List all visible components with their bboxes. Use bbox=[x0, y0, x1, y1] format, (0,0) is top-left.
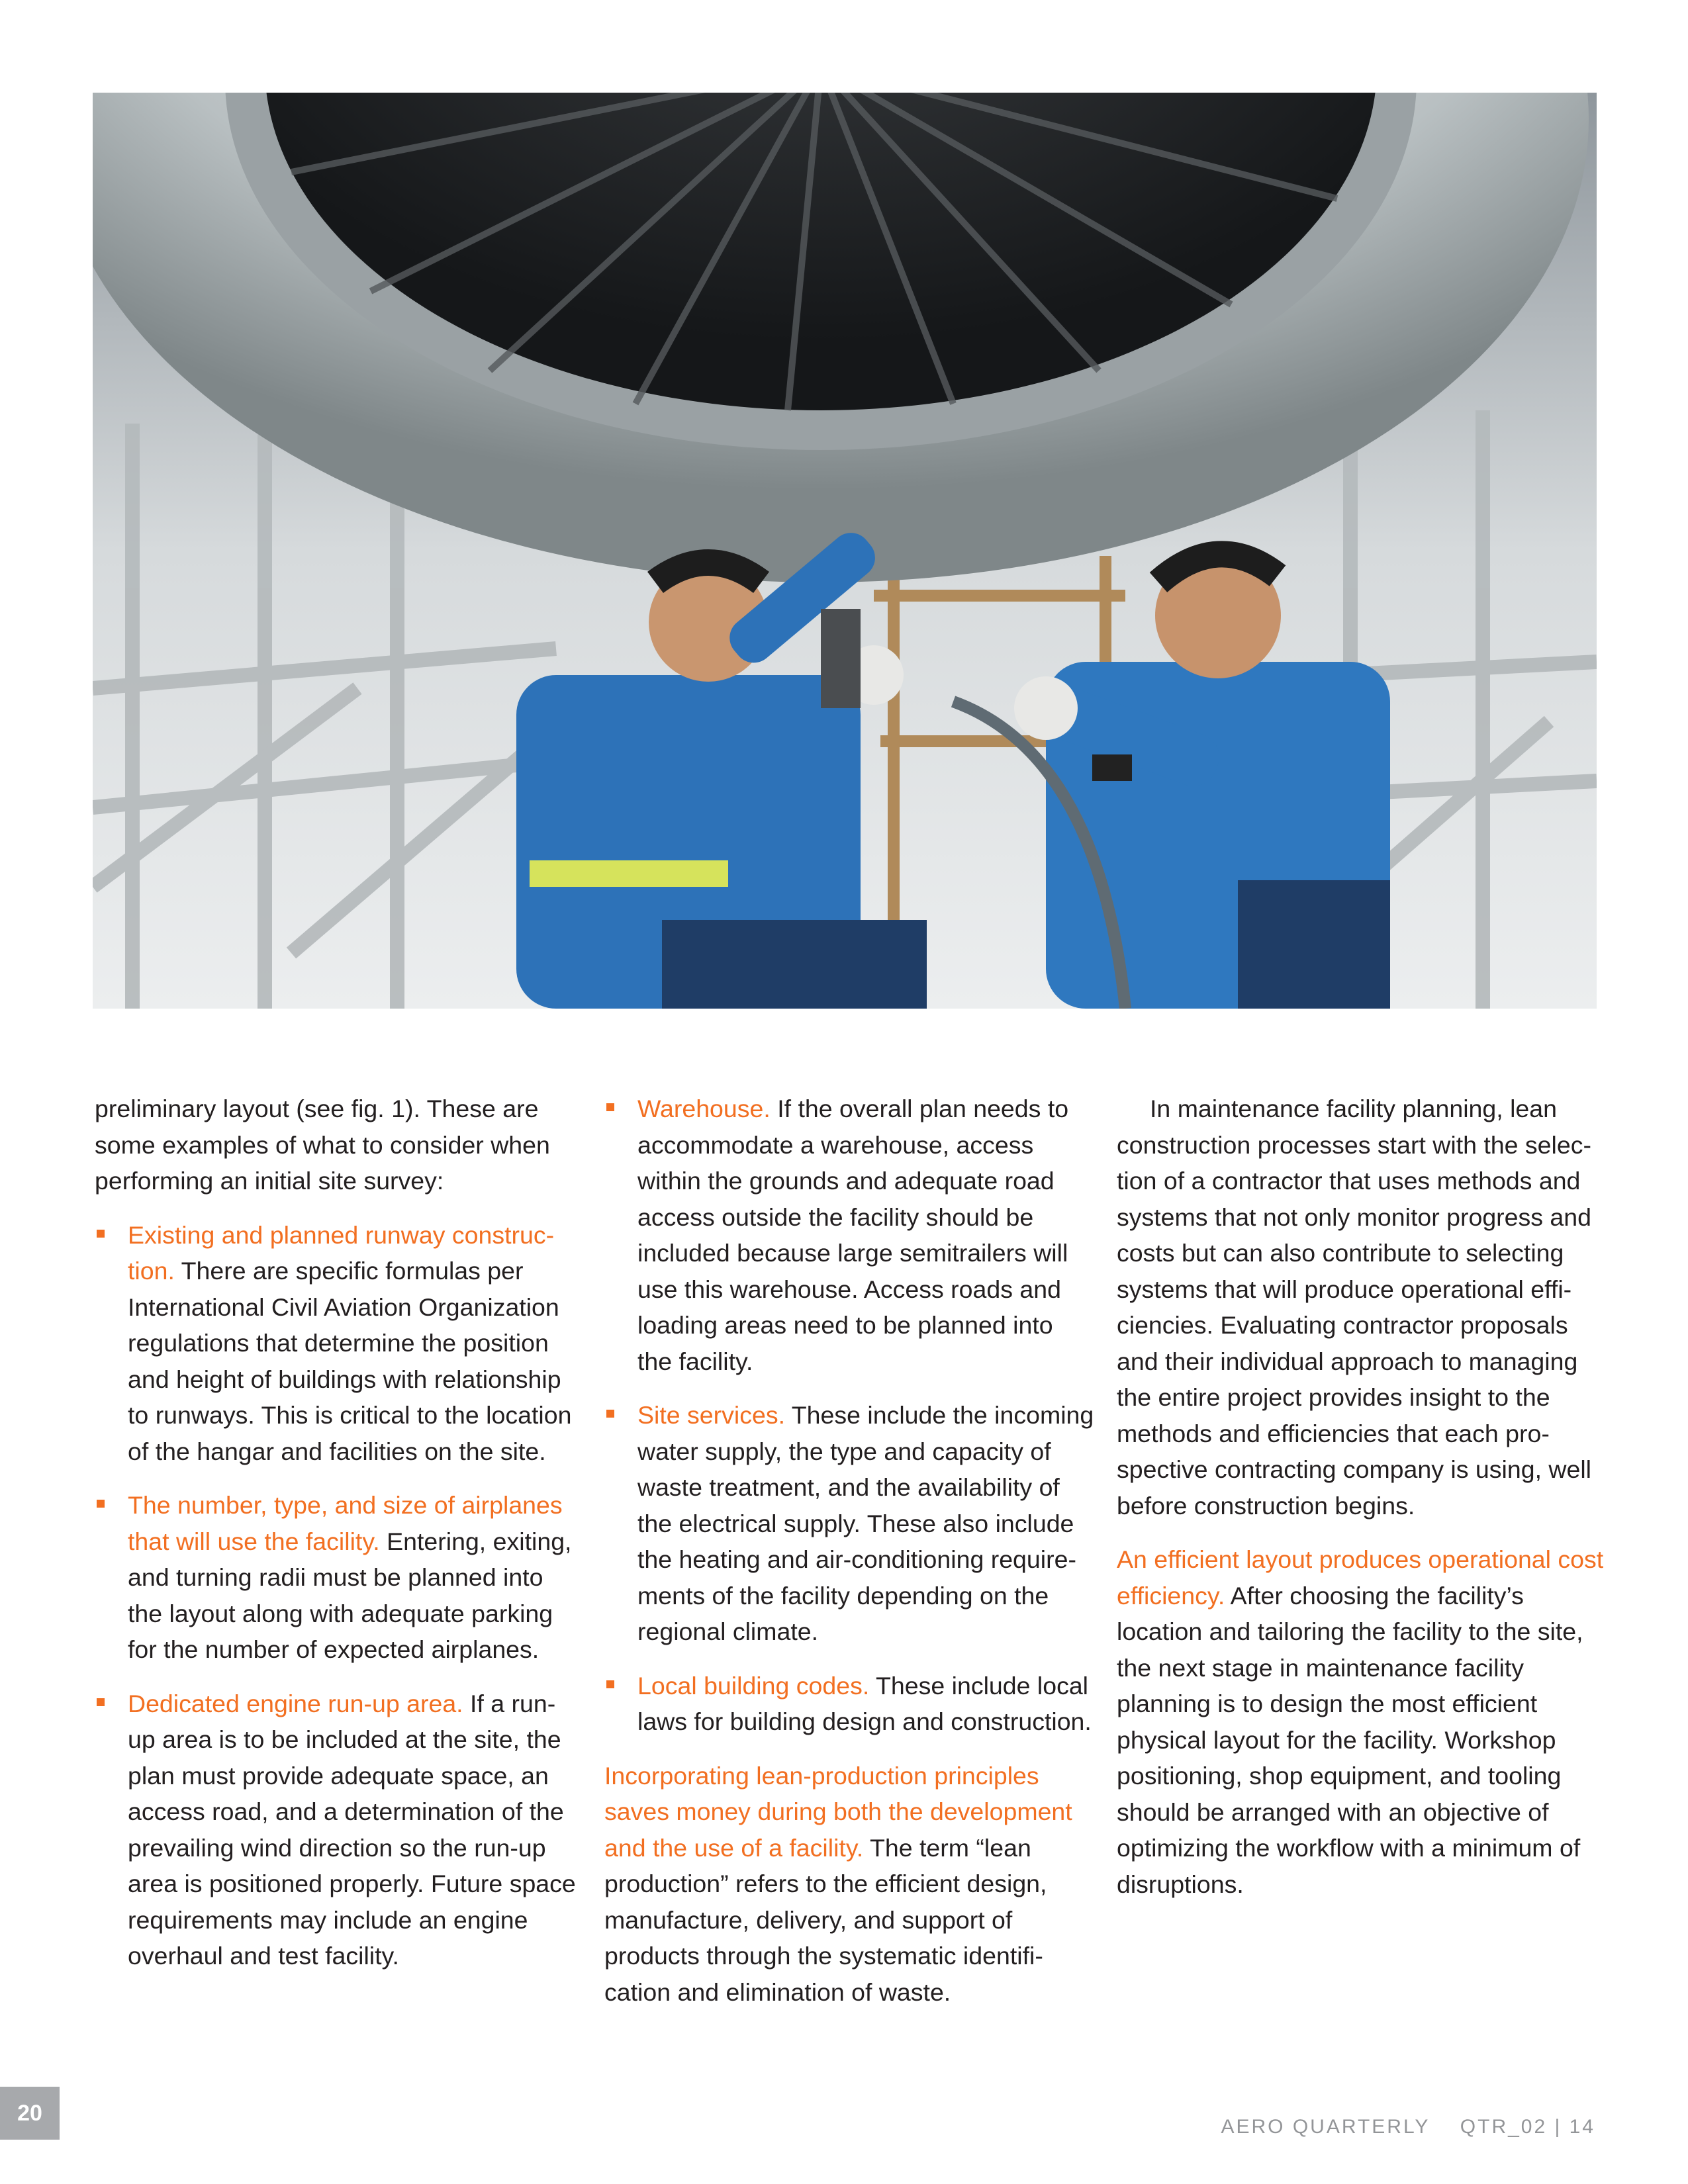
running-footer bbox=[1221, 2116, 1595, 2138]
engine-maintenance-photo bbox=[93, 93, 1597, 1009]
lean-production-paragraph bbox=[604, 1758, 1094, 2011]
layout-paragraph bbox=[1117, 1541, 1607, 1902]
bullet-lead: Warehouse. bbox=[637, 1095, 771, 1122]
hero-photo bbox=[93, 93, 1597, 1009]
bullet-body: If a run-up area is to be included at the site, the plan must provide adequate space, an access road, and a determination of the prevailing wind direction so the run-up area is positioned properly. Future space requirements may include an engine overhaul and test facility. bbox=[128, 1689, 576, 1970]
bullet-lead: Dedicated engine run-up area. bbox=[128, 1689, 463, 1717]
bullet-body: These include local laws for building design and construction. bbox=[637, 1671, 1092, 1735]
bullet-square-icon bbox=[97, 1500, 105, 1508]
publication-name: AERO QUARTERLY bbox=[1221, 2116, 1430, 2138]
text-column-1 bbox=[95, 1091, 578, 1974]
bullet-lead: Local building codes. bbox=[637, 1671, 870, 1700]
bullet-square-icon bbox=[97, 1698, 105, 1706]
page-number: 20 bbox=[0, 2087, 60, 2140]
bullet-square-icon bbox=[606, 1680, 614, 1688]
list-item bbox=[95, 1686, 578, 1974]
bullet-square-icon bbox=[606, 1410, 614, 1418]
bullet-body: There are specific formulas per International Civil Aviation Organization regulations that determine the position and height of buildings with relationship to runways. This is critical to the location of the hangar and facilities on the site. bbox=[128, 1257, 572, 1465]
paragraph-body: After choosing the facility’s location and tailoring the facility to the site, the next stage in maintenance facility planning is to design the most efficient physical layout for the facility. Workshop positioning, shop equipment, and tooling should be arranged with an objective of optimizing the workflow with a minimum of disruptions. bbox=[1117, 1581, 1583, 1898]
site-survey-list-continued bbox=[604, 1091, 1094, 1740]
bullet-body: Entering, exiting, and turning radii must be planned into the layout along with adequate parking for the number of expected airplanes. bbox=[128, 1527, 572, 1663]
paragraph-lead: An efficient layout produces operational cost efficiency. bbox=[1117, 1545, 1604, 1610]
text-column-3 bbox=[1117, 1091, 1607, 1902]
list-item bbox=[95, 1487, 578, 1668]
list-item bbox=[604, 1091, 1094, 1379]
list-item bbox=[604, 1668, 1094, 1740]
site-survey-list bbox=[95, 1217, 578, 1974]
bullet-square-icon bbox=[606, 1103, 614, 1111]
list-item bbox=[604, 1397, 1094, 1650]
bullet-lead: The number, type, and size of airplanes that will use the facility. bbox=[128, 1491, 563, 1555]
contractor-paragraph: In maintenance facility planning, lean construction processes start with the selec- tion of a contractor that uses methods and systems that not only monitor progress and costs but can also contribute to selecting systems that will produce operational effi- ciencies. Evaluating contractor proposals and their individual approach to managing the entire project provides insight to the methods and efficiencies that each pro- spective contracting company is using, well before construction begins. bbox=[1117, 1095, 1592, 1520]
bullet-square-icon bbox=[97, 1230, 105, 1238]
bullet-body: If the overall plan needs to accommodate a warehouse, access within the grounds and adequate road access outside the facility should be included because large semitrailers will use this warehouse. Access roads and loading areas need to be planned into the facility. bbox=[637, 1095, 1069, 1375]
issue-label: QTR_02 | 14 bbox=[1460, 2116, 1595, 2138]
list-item bbox=[95, 1217, 578, 1470]
text-column-2 bbox=[604, 1091, 1094, 2010]
bullet-body: These include the incoming water supply, the type and capacity of waste treatment, and the availability of the electrical supply. These also include the heating and air-conditioning require- ments of the facility depending on the regional climate. bbox=[637, 1401, 1094, 1645]
paragraph-lead: Incorporating lean-production principles saves money during both the development and the use of a facility. bbox=[604, 1761, 1072, 1862]
bullet-lead: Site services. bbox=[637, 1401, 785, 1429]
intro-paragraph: preliminary layout (see fig. 1). These are some examples of what to consider when performing an initial site survey: bbox=[95, 1095, 550, 1195]
bullet-lead: Existing and planned runway construc- tion. bbox=[128, 1220, 555, 1285]
paragraph-body: The term “lean production” refers to the efficient design, manufacture, delivery, and support of products through the systematic identifi- cation and elimination of waste. bbox=[604, 1833, 1047, 2006]
